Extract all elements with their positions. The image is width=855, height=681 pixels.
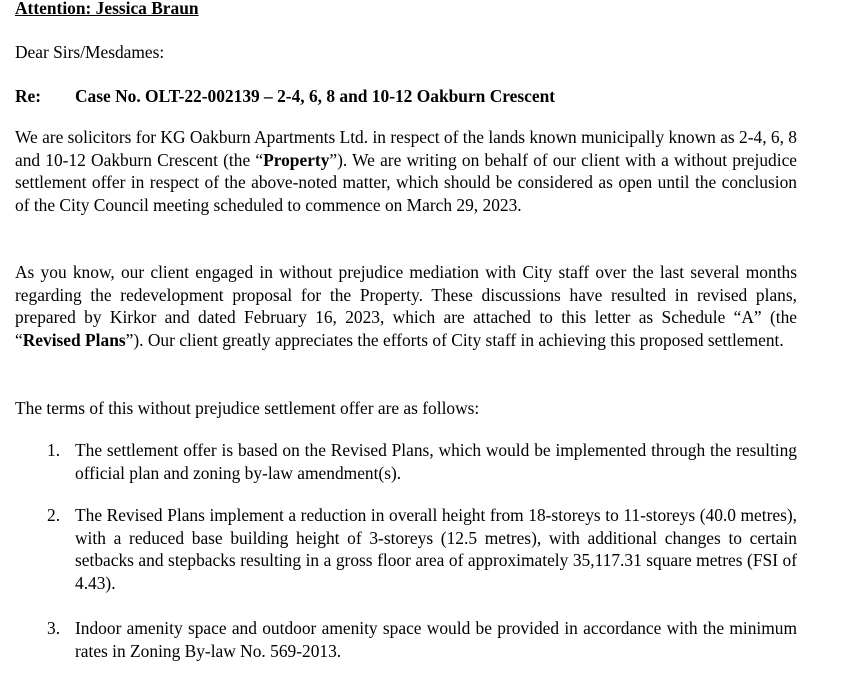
defined-term-property: Property	[263, 149, 330, 170]
paragraph-2	[15, 261, 797, 351]
attention-line: Attention: Jessica Braun	[15, 0, 199, 18]
paragraph-1-text-a: We are solicitors for KG Oakburn Apartments Ltd. in respect of the lands known municipally known as 2-4, 6, 8 and 10-12 Oakburn Crescent (the “	[15, 127, 797, 170]
list-item-text: The settlement offer is based on the Revised Plans, which would be implemented through the resulting official plan and zoning by-law amendment(s).	[75, 440, 797, 483]
list-item-text: Indoor amenity space and outdoor amenity space would be provided in accordance with the minimum rates in Zoning By-law No. 569-2013.	[75, 618, 797, 661]
list-item-text: The Revised Plans implement a reduction in overall height from 18-storeys to 11-storeys (40.0 metres), with a reduced base building height of 3-storeys (12.5 metres), with additional changes to certain setbacks and stepbacks resulting in a gross floor area of approximately 35,117.31 square metres (FSI of 4.43).	[75, 505, 797, 593]
salutation: Dear Sirs/Mesdames:	[15, 42, 165, 62]
re-subject: Case No. OLT-22-002139 – 2-4, 6, 8 and 10-12 Oakburn Crescent	[75, 86, 556, 106]
re-label: Re:	[15, 86, 42, 106]
list-item-number: 3.	[47, 618, 61, 638]
paragraph-2-text-a: As you know, our client engaged in without prejudice mediation with City staff over the last several months regarding the redevelopment proposal for the Property. These discussions have resulted in revised plans, prepared by Kirkor and dated February 16, 2023, which are attached to this letter as Schedule “A” (the “	[15, 262, 797, 350]
list-item	[15, 439, 797, 484]
defined-term-revised-plans: Revised Plans	[22, 329, 126, 350]
list-item-number: 1.	[47, 440, 61, 460]
list-item	[15, 617, 797, 662]
paragraph-3: The terms of this without prejudice settlement offer are as follows:	[15, 398, 480, 418]
paragraph-1-text-b: ”). We are writing on behalf of our client with a without prejudice settlement offer in respect of the above-noted matter, which should be considered as open until the conclusion of the City Council meeting scheduled to commence on March 29, 2023.	[15, 149, 798, 215]
list-item-number: 2.	[47, 505, 61, 525]
re-line	[15, 85, 555, 108]
paragraph-2-text-b: ”). Our client greatly appreciates the efforts of City staff in achieving this proposed settlement.	[125, 329, 784, 350]
list-item	[15, 504, 797, 594]
paragraph-1	[15, 126, 797, 216]
